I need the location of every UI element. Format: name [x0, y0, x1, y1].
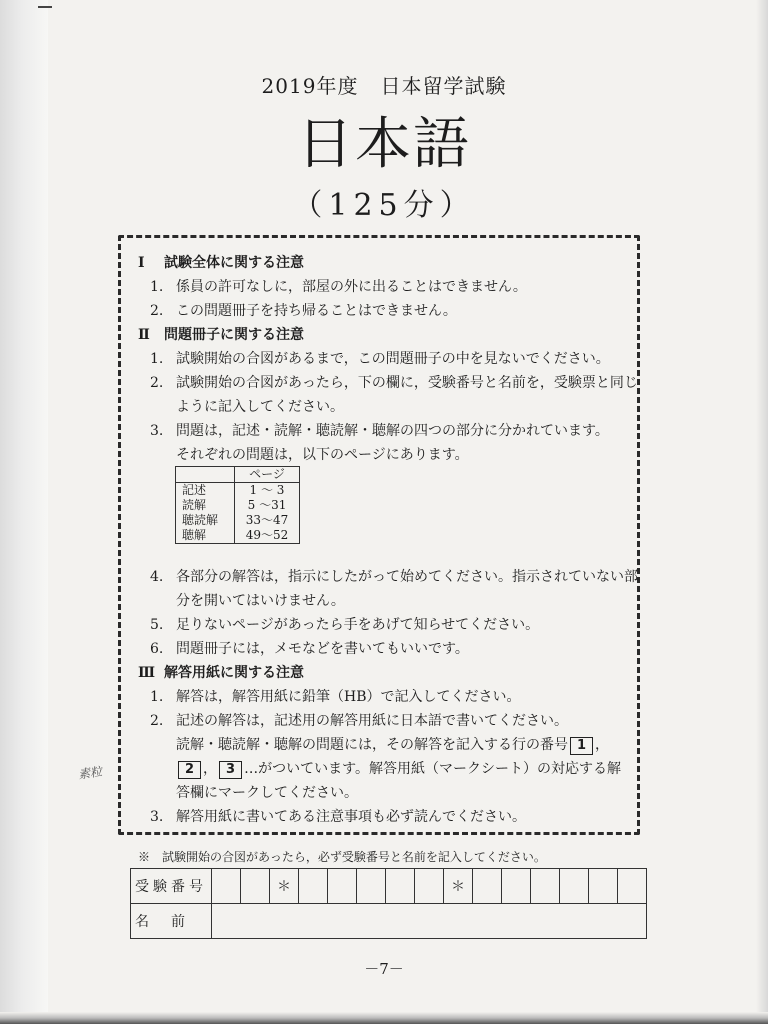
scan-shadow-bottom	[0, 1012, 768, 1024]
page-range-header-blank	[176, 467, 235, 483]
name-label: 名前	[131, 904, 212, 939]
page-range-row: 聴解 49～52	[176, 528, 300, 544]
section-2-item-1: 1. 試験開始の合図があるまで，この問題冊子の中を見ないでください。	[150, 351, 610, 367]
exam-duration: （125分）	[292, 188, 476, 223]
exam-number-box[interactable]	[241, 869, 270, 904]
section-2-item-4-cont: 分を開いてはいけません。	[176, 593, 345, 609]
scan-corner-mark	[38, 6, 52, 14]
section-3-item-2-cont: 読解・聴読解・聴解の問題には，その解答を記入する行の番号 1 ，	[176, 737, 610, 753]
page-range-header: ページ	[235, 467, 300, 483]
section-2-item-2: 2. 試験開始の合図があったら，下の欄に，受験番号と名前を，受験票と同じ	[150, 375, 638, 391]
exam-number-box[interactable]	[415, 869, 444, 904]
exam-number-label: 受験番号	[131, 869, 212, 904]
exam-number-box[interactable]	[357, 869, 386, 904]
page-range-row: 読解 5 ～31	[176, 498, 300, 513]
row-number-key-2: 2	[178, 761, 201, 779]
exam-number-box[interactable]	[589, 869, 618, 904]
exam-number-box[interactable]	[328, 869, 357, 904]
row-number-key-3: 3	[219, 761, 242, 779]
exam-number-box[interactable]	[473, 869, 502, 904]
margin-handwriting: 素粒	[77, 764, 103, 782]
exam-number-box[interactable]	[212, 869, 241, 904]
exam-number-box[interactable]	[560, 869, 589, 904]
row-number-key-1: 1	[570, 737, 593, 755]
section-3-item-2-cont2: 2 ， 3 …がついています。解答用紙（マークシート）の対応する解	[176, 758, 621, 779]
name-field[interactable]	[212, 904, 647, 939]
exam-header	[0, 70, 768, 99]
exam-number-name-form	[130, 868, 647, 939]
name-row	[131, 904, 647, 939]
exam-year: 2019年度	[261, 74, 359, 98]
section-3-item-1: 1. 解答は，解答用紙に鉛筆（HB）で記入してください。	[150, 689, 521, 705]
section-2-item-6: 6. 問題冊子には，メモなどを書いてもいいです。	[150, 641, 469, 657]
page-range-header-row	[176, 467, 300, 483]
section-2-item-3: 3. 問題は，記述・読解・聴読解・聴解の四つの部分に分かれています。	[150, 423, 609, 439]
section-3-item-2: 2. 記述の解答は，記述用の解答用紙に日本語で書いてください。	[150, 713, 568, 729]
section-2-item-2-cont: ように記入してください。	[176, 399, 344, 415]
page-range-row: 聴読解 33～47	[176, 513, 300, 528]
exam-number-box[interactable]	[386, 869, 415, 904]
section-2-item-4: 4. 各部分の解答は，指示にしたがって始めてください。指示されていない部	[150, 569, 638, 585]
page-range-row: 記述 1 ～ 3	[176, 483, 300, 499]
exam-number-separator: ＊	[444, 869, 473, 904]
page-range-table	[175, 466, 300, 544]
exam-number-box[interactable]	[299, 869, 328, 904]
section-1-heading: Ⅰ 試験全体に関する注意	[138, 255, 304, 271]
section-3-item-2-cont3: 答欄にマークしてください。	[176, 785, 358, 801]
section-3-heading: Ⅲ 解答用紙に関する注意	[138, 665, 304, 681]
exam-number-row	[131, 869, 647, 904]
page-number: －7－	[364, 960, 404, 978]
section-1-item-1: 1. 係員の許可なしに，部屋の外に出ることはできません。	[150, 279, 527, 295]
section-2-item-5: 5. 足りないページがあったら手をあげて知らせてください。	[150, 617, 540, 633]
exam-number-box[interactable]	[502, 869, 531, 904]
section-3-item-3: 3. 解答用紙に書いてある注意事項も必ず読んでください。	[150, 809, 526, 825]
section-2-item-3-cont: それぞれの問題は，以下のページにあります。	[176, 447, 469, 463]
subject-title: 日本語	[297, 112, 471, 177]
exam-number-box[interactable]	[618, 869, 647, 904]
form-instruction-note: ※ 試験開始の合図があったら，必ず受験番号と名前を記入してください。	[138, 850, 546, 864]
exam-number-separator: ＊	[270, 869, 299, 904]
section-1-item-2: 2. この問題冊子を持ち帰ることはできません。	[150, 303, 457, 319]
exam-name: 日本留学試験	[380, 74, 507, 98]
section-2-heading: Ⅱ 問題冊子に関する注意	[138, 327, 304, 343]
exam-number-box[interactable]	[531, 869, 560, 904]
